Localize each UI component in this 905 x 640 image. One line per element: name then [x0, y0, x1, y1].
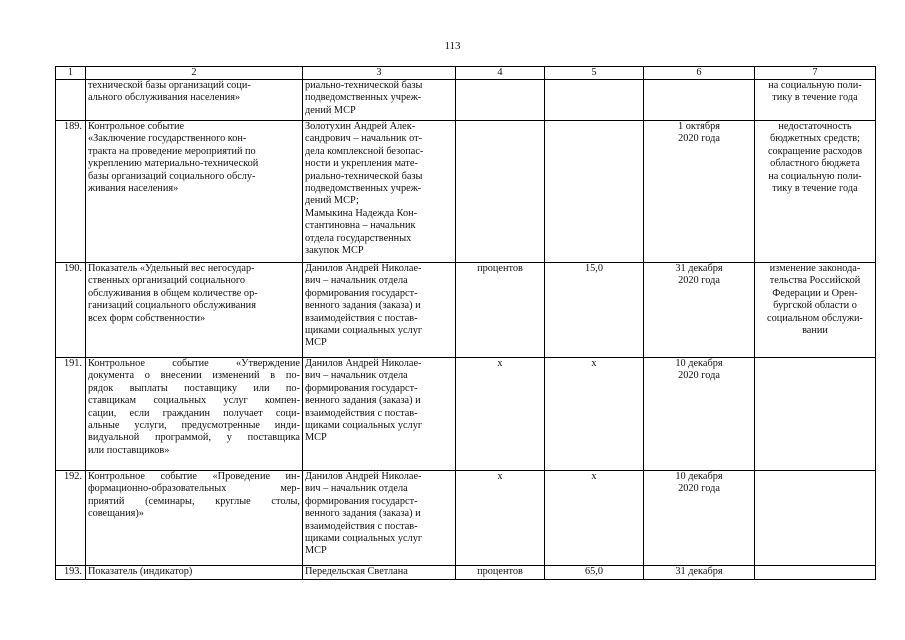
event-text-line: ганизаций социального обслуживания	[88, 300, 256, 312]
event-text-line: «Заключение государственного кон-	[88, 133, 247, 145]
risks-text-line: тику в течение года	[772, 183, 858, 195]
risks-text-line: областного бюджета	[770, 158, 860, 170]
responsible-text-line: формирования государст-	[305, 382, 418, 394]
responsible-text-line: вич – начальник отдела	[305, 370, 408, 382]
deadline-text-line: 31 декабря	[675, 566, 723, 577]
responsible-cell	[303, 263, 456, 358]
responsible-cell	[303, 358, 456, 471]
deadline-text-line: 31 декабря	[675, 263, 723, 274]
responsible-text-line: отдела государственных	[305, 232, 412, 244]
deadline-text-line: 2020 года	[678, 275, 720, 287]
event-text-line: или поставщиков»	[88, 444, 170, 456]
responsible-cell	[303, 80, 456, 121]
responsible-text-line: Данилов Андрей Николае-	[305, 471, 422, 482]
row-number-cell	[56, 80, 86, 121]
responsible-text-line: ности и укрепления мате-	[305, 158, 418, 170]
deadline-text-line: 2020 года	[678, 133, 720, 145]
event-text-line: документа о внесении изменений в по-	[88, 370, 300, 382]
unit-cell: процентов	[456, 263, 545, 358]
row-number-cell: 190.	[56, 263, 86, 358]
row-number-cell: 191.	[56, 358, 86, 471]
responsible-text-line: закупок МСР	[305, 245, 364, 257]
table-row	[56, 358, 876, 471]
responsible-cell	[303, 121, 456, 263]
event-cell	[86, 121, 303, 263]
value-cell	[545, 80, 644, 121]
risks-text-line: бюджетных средств;	[769, 133, 861, 145]
risks-cell	[755, 471, 876, 566]
responsible-text-line: взаимодействия с постав-	[305, 312, 418, 324]
responsible-text-line: венного задания (заказа) и	[305, 395, 421, 407]
risks-text-line: бургской области о	[773, 300, 857, 312]
row-number-cell: 189.	[56, 121, 86, 263]
column-number-header: 4	[456, 67, 545, 80]
event-text-line: совещания)»	[88, 508, 144, 520]
risks-text-line: изменение законода-	[769, 263, 861, 274]
event-text-line: живания населения»	[88, 183, 179, 195]
event-cell	[86, 358, 303, 471]
risks-text-line: тельства Российской	[769, 275, 861, 287]
responsible-text-line: стантиновна – начальник	[305, 220, 416, 232]
plan-table	[55, 66, 876, 580]
unit-cell: процентов	[456, 566, 545, 580]
risks-cell	[755, 358, 876, 471]
responsible-cell	[303, 471, 456, 566]
unit-cell	[456, 80, 545, 121]
event-text-line: видуальной программой, у поставщика	[88, 432, 300, 444]
risks-text-line: на социальную поли-	[768, 80, 862, 91]
column-number-header: 5	[545, 67, 644, 80]
deadline-text-line: 1 октября	[678, 121, 720, 132]
responsible-text-line: подведомственных учреж-	[305, 183, 422, 195]
responsible-text-line: взаимодействия с постав-	[305, 520, 418, 532]
responsible-text-line: МСР	[305, 545, 327, 557]
responsible-text-line: формирования государст-	[305, 287, 418, 299]
column-number-header: 3	[303, 67, 456, 80]
event-text-line: формационно-образовательных мер-	[88, 483, 300, 495]
responsible-text-line: Мамыкина Надежда Кон-	[305, 207, 418, 219]
event-text-line: обслуживания в общем количестве ор-	[88, 287, 258, 299]
responsible-text-line: щиками социальных услуг	[305, 325, 423, 337]
table-row	[56, 263, 876, 358]
page-number: 113	[444, 40, 461, 52]
value-cell: 15,0	[545, 263, 644, 358]
row-number-cell: 193.	[56, 566, 86, 580]
deadline-text-line: 10 декабря	[675, 471, 723, 482]
deadline-cell	[644, 263, 755, 358]
column-number-header: 6	[644, 67, 755, 80]
risks-text-line: сокращение расходов	[767, 145, 863, 157]
deadline-text-line: 2020 года	[678, 483, 720, 495]
event-text-line: всех форм собственности»	[88, 312, 206, 324]
table-row	[56, 121, 876, 263]
event-text-line: Контрольное событие	[88, 121, 185, 132]
deadline-cell	[644, 358, 755, 471]
responsible-text-line: подведомственных учреж-	[305, 92, 422, 104]
responsible-text-line: венного задания (заказа) и	[305, 300, 421, 312]
responsible-text-line: сандрович – начальник от-	[305, 133, 423, 145]
event-text-line: приятий (семинары, круглые столы,	[88, 495, 300, 507]
risks-text-line: тику в течение года	[772, 92, 858, 104]
responsible-text-line: дела комплексной безопас-	[305, 145, 424, 157]
risks-text-line: на социальную поли-	[768, 170, 862, 182]
risks-cell	[755, 121, 876, 263]
event-text-line: ального обслуживания населения»	[88, 92, 241, 104]
responsible-cell	[303, 566, 456, 580]
row-number-cell: 192.	[56, 471, 86, 566]
responsible-text-line: Данилов Андрей Николае-	[305, 263, 422, 274]
table-row	[56, 80, 876, 121]
responsible-text-line: формирования государст-	[305, 495, 418, 507]
event-text-line: базы организаций социального обслу-	[88, 170, 256, 182]
event-text-line: рядок выплаты поставщику или по-	[88, 382, 300, 394]
risks-cell	[755, 566, 876, 580]
deadline-cell	[644, 566, 755, 580]
responsible-text-line: МСР	[305, 337, 327, 349]
event-text-line: альные услуги, предусмотренные инди-	[88, 420, 300, 432]
risks-text-line: недостаточность	[778, 121, 852, 132]
responsible-text-line: щиками социальных услуг	[305, 420, 423, 432]
column-number-header: 2	[86, 67, 303, 80]
event-text-line: сации, если гражданин получает соци-	[88, 407, 300, 419]
unit-cell: х	[456, 471, 545, 566]
unit-cell: х	[456, 358, 545, 471]
table-row	[56, 566, 876, 580]
event-text-line: ставщикам социальных услуг компен-	[88, 395, 300, 407]
value-cell: х	[545, 358, 644, 471]
responsible-text-line: Данилов Андрей Николае-	[305, 358, 422, 369]
responsible-text-line: вич – начальник отдела	[305, 483, 408, 495]
responsible-text-line: Золотухин Андрей Алек-	[305, 121, 416, 132]
event-text-line: укреплению материально-технической	[88, 158, 259, 170]
value-cell	[545, 121, 644, 263]
event-cell	[86, 263, 303, 358]
unit-cell	[456, 121, 545, 263]
deadline-cell	[644, 121, 755, 263]
responsible-text-line: щиками социальных услуг	[305, 533, 423, 545]
risks-text-line: вании	[802, 325, 828, 337]
deadline-cell	[644, 80, 755, 121]
responsible-text-line: риально-технической базы	[305, 170, 423, 182]
value-cell: х	[545, 471, 644, 566]
column-number-header: 7	[755, 67, 876, 80]
event-text-line: технической базы организаций соци-	[88, 80, 251, 91]
responsible-text-line: дений МСР	[305, 104, 356, 116]
event-cell	[86, 471, 303, 566]
event-text-line: Контрольное событие «Утверждение	[88, 358, 300, 369]
event-text-line: ственных организаций социального	[88, 275, 245, 287]
column-number-header: 1	[56, 67, 86, 80]
responsible-text-line: венного задания (заказа) и	[305, 508, 421, 520]
risks-text-line: Федерации и Орен-	[772, 287, 858, 299]
column-number-header-row	[56, 67, 876, 80]
responsible-text-line: риально-технической базы	[305, 80, 423, 91]
responsible-text-line: МСР	[305, 432, 327, 444]
event-text-line: Контрольное событие «Проведение ин-	[88, 471, 300, 482]
risks-text-line: социальном обслужи-	[767, 312, 863, 324]
event-text-line: тракта на проведение мероприятий по	[88, 145, 256, 157]
deadline-text-line: 10 декабря	[675, 358, 723, 369]
risks-cell	[755, 263, 876, 358]
responsible-text-line: дений МСР;	[305, 195, 359, 207]
event-cell	[86, 80, 303, 121]
risks-cell	[755, 80, 876, 121]
deadline-text-line: 2020 года	[678, 370, 720, 382]
value-cell: 65,0	[545, 566, 644, 580]
table-row	[56, 471, 876, 566]
deadline-cell	[644, 471, 755, 566]
event-cell	[86, 566, 303, 580]
responsible-text-line: взаимодействия с постав-	[305, 407, 418, 419]
event-text-line: Показатель «Удельный вес негосудар-	[88, 263, 255, 274]
event-text-line: Показатель (индикатор)	[88, 566, 193, 577]
responsible-text-line: Передельская Светлана	[305, 566, 408, 577]
responsible-text-line: вич – начальник отдела	[305, 275, 408, 287]
